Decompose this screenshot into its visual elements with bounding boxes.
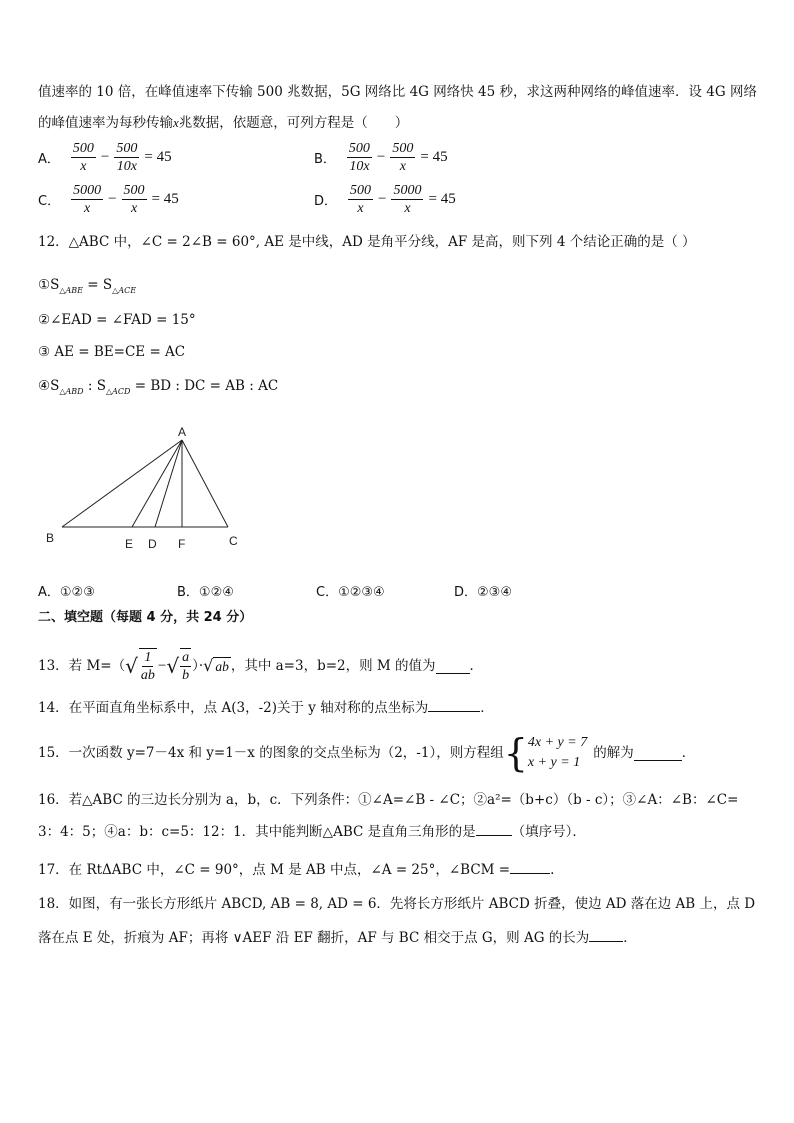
- fraction: $\frac{500}{x}$: [350, 183, 372, 216]
- option-label: C．: [38, 194, 61, 209]
- rhs: = 45: [428, 191, 456, 207]
- segment-ad: [155, 440, 182, 527]
- q12-conclusion-3: ③ AE = BE=CE = AC: [38, 344, 186, 360]
- q11-line1: 值速率的 10 倍，在峰值速率下传输 500 兆数据，5G 网络比 4G 网络快 45 秒，求这两种网络的峰值速率．设 4G 网络: [38, 84, 757, 100]
- label-a: A: [178, 425, 187, 439]
- q12-conclusion-4: $④S_{\triangle ABD}$ : $S_{\triangle ACD}$ = BD : DC = AB : AC: [38, 378, 279, 396]
- q15: 15．一次函数 y=7－4x 和 y=1－x 的图象的交点坐标为（2，-1），则方程组 { 4x + y = 7 x + y = 1 的解为 ．: [38, 731, 696, 775]
- q12-option-a[interactable]: A．①②③: [38, 585, 95, 600]
- q14: 14．在平面直角坐标系中，点 A(3，-2)关于 y 轴对称的点坐标为 ．: [38, 697, 494, 717]
- q18-line2: 落在点 E 处，折痕为 AF；再将 ∨AEF 沿 EF 翻折，AF 与 BC 相交于点 G，则 AG 的长为 ．: [38, 927, 637, 947]
- label-b: B: [46, 531, 55, 545]
- answer-blank[interactable]: [428, 697, 480, 712]
- answer-blank[interactable]: [436, 659, 470, 674]
- answer-blank[interactable]: [589, 927, 623, 942]
- option-label: A．: [38, 152, 60, 167]
- q12-option-b[interactable]: B．①②④: [177, 585, 234, 600]
- label-d: D: [148, 537, 157, 551]
- q12-conclusion-1: $①S_{\triangle ABE} = S_{\triangle ACE}$: [38, 277, 137, 295]
- option-label: B．: [314, 152, 336, 167]
- q16-line1: 16．若△ABC 的三边长分别为 a，b，c．下列条件：①∠A=∠B - ∠C；②a²=（b+c）（b - c）；③∠A：∠B：∠C=: [38, 792, 739, 808]
- answer-blank[interactable]: [476, 821, 512, 836]
- label-f: F: [178, 537, 186, 551]
- q12-option-d[interactable]: D．②③④: [454, 585, 512, 600]
- fraction: $\frac{500}{10x}$: [116, 141, 138, 174]
- q11-line2-text: 的峰值速率为每秒传输: [38, 115, 173, 131]
- q11-option-a[interactable]: A． $\frac{500}{x}$ − $\frac{500}{10x}$ = 45: [38, 141, 172, 174]
- q12-option-c[interactable]: C．①②③④: [316, 585, 385, 600]
- q11-option-b[interactable]: B． $\frac{500}{10x}$ − $\frac{500}{x}$ = 45: [314, 141, 448, 174]
- answer-blank[interactable]: [510, 859, 550, 874]
- q12-conclusion-2: ②∠EAD = ∠FAD = 15°: [38, 312, 196, 328]
- fraction: $\frac{5000}{x}$: [393, 183, 422, 216]
- rhs: = 45: [144, 149, 172, 165]
- segment-ae: [132, 440, 182, 527]
- q13: 13．若 M=（ √ $\frac{1}{ab}$ − √ $\frac{a}{b}$ ）· √ ab ，其中 a=3，b=2，则 M 的值为 ．: [38, 650, 484, 683]
- section-heading: 二、填空题（每题 4 分，共 24 分）: [38, 610, 253, 625]
- q12-stem: 12．△ABC 中，∠C = 2∠B = 60°, AE 是中线，AD 是角平分线，AF 是高，则下列 4 个结论正确的是（ ）: [38, 234, 696, 250]
- option-label: D．: [314, 194, 338, 209]
- rhs: = 45: [151, 191, 179, 207]
- fraction: $\frac{500}{x}$: [72, 141, 94, 174]
- answer-blank[interactable]: [634, 746, 682, 761]
- q11-var: x: [173, 115, 179, 130]
- segment-ab: [62, 440, 182, 527]
- q16-line2: 3：4：5；④a：b：c=5：12：1．其中能判断△ABC 是直角三角形的是 （填序号）．: [38, 821, 586, 841]
- equation-system: 4x + y = 7 x + y = 1: [527, 735, 588, 770]
- segment-ac: [182, 440, 228, 527]
- q11-option-c[interactable]: C． $\frac{5000}{x}$ − $\frac{500}{x}$ = 45: [38, 183, 179, 216]
- label-e: E: [125, 537, 134, 551]
- fraction: $\frac{500}{10x}$: [348, 141, 370, 174]
- fraction: $\frac{5000}{x}$: [73, 183, 102, 216]
- rhs: = 45: [420, 149, 448, 165]
- label-c: C: [229, 534, 238, 548]
- fraction: $\frac{500}{x}$: [123, 183, 145, 216]
- fraction: $\frac{500}{x}$: [392, 141, 414, 174]
- q11-option-d[interactable]: D． $\frac{500}{x}$ − $\frac{5000}{x}$ = 45: [314, 183, 456, 216]
- q18-line1: 18．如图，有一张长方形纸片 ABCD, AB = 8, AD = 6．先将长方形纸片 ABCD 折叠，使边 AD 落在边 AB 上，点 D: [38, 896, 756, 912]
- q17: 17．在 RtΔABC 中，∠C = 90°，点 M 是 AB 中点，∠A = 25°，∠BCM = .: [38, 859, 554, 879]
- q11-line2-text-b: 兆数据，依题意，可列方程是（ ）: [178, 115, 409, 131]
